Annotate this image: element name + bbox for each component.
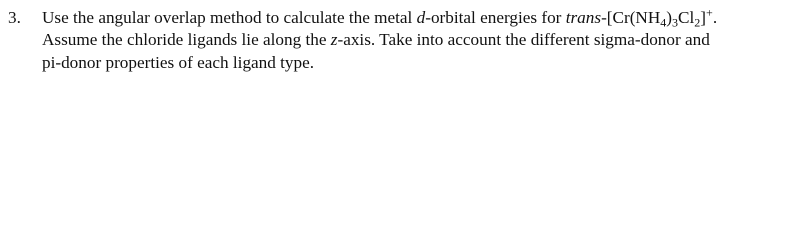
- italic-z: z: [330, 30, 338, 50]
- formula-part: ): [666, 8, 672, 27]
- italic-trans: trans: [565, 8, 602, 27]
- problem-text: [42, 7, 808, 74]
- problem-line-2: [42, 29, 808, 51]
- italic-d: d: [416, 8, 426, 27]
- text-segment: .: [712, 8, 718, 27]
- problem-line-1: [42, 7, 808, 29]
- charge-superscript: +: [706, 5, 713, 20]
- formula-part: -[Cr(NH: [601, 8, 661, 27]
- subscript: 3: [672, 15, 679, 30]
- text-segment: -axis. Take into account the different sigma-donor and: [337, 30, 710, 50]
- problem-statement: [0, 0, 810, 86]
- subscript: 2: [694, 15, 701, 30]
- problem-number: 3.: [8, 8, 21, 27]
- formula-part: Cl: [678, 8, 695, 27]
- text-segment: Use the angular overlap method to calculate the metal: [42, 8, 417, 27]
- text-segment: -orbital energies for: [425, 8, 566, 27]
- text-segment: Assume the chloride ligands lie along the: [42, 30, 331, 50]
- problem-line-3: pi-donor properties of each ligand type.: [42, 52, 315, 72]
- subscript: 4: [660, 15, 667, 30]
- formula-part: ]: [700, 8, 707, 27]
